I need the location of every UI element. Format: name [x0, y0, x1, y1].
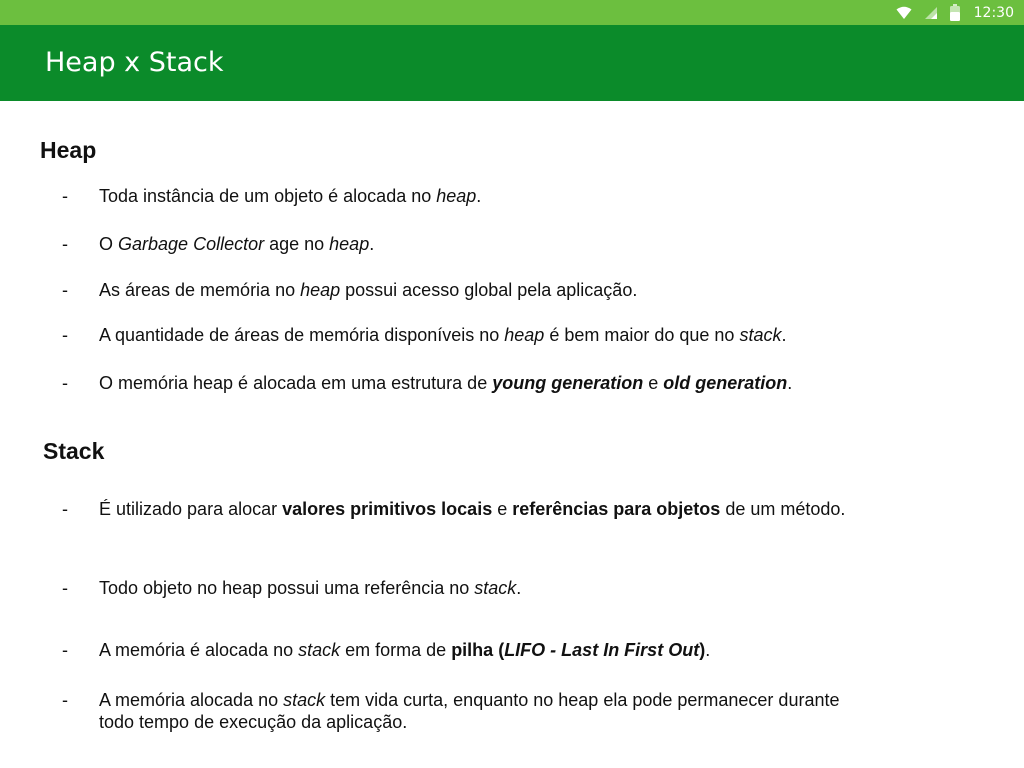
- bullet-dash: -: [62, 578, 68, 598]
- heap-bullet: [62, 233, 882, 255]
- bullet-text: Toda instância de um objeto é alocada no heap.: [99, 186, 482, 206]
- status-time: 12:30: [973, 4, 1014, 21]
- stack-bullet: [62, 577, 882, 599]
- wifi-icon: [896, 6, 912, 20]
- bullet-dash: -: [62, 186, 68, 206]
- stack-bullet: [62, 639, 882, 661]
- heap-bullet: [62, 324, 882, 346]
- app-bar-title: Heap x Stack: [45, 47, 224, 78]
- stack-bullet: [62, 498, 862, 520]
- bullet-dash: -: [62, 325, 68, 345]
- bullet-dash: -: [62, 234, 68, 254]
- app-bar: [0, 25, 1024, 101]
- slide-content: [0, 101, 1024, 768]
- signal-icon: [924, 6, 938, 20]
- bullet-dash: -: [62, 373, 68, 393]
- bullet-dash: -: [62, 280, 68, 300]
- bullet-text: A memória é alocada no stack em forma de pilha (LIFO - Last In First Out).: [99, 640, 711, 660]
- heap-bullet: [62, 372, 882, 394]
- heap-bullet: [62, 185, 882, 207]
- bullet-text: As áreas de memória no heap possui acesso global pela aplicação.: [99, 280, 638, 300]
- bullet-dash: -: [62, 690, 68, 710]
- status-icons: [896, 0, 1014, 25]
- bullet-dash: -: [62, 499, 68, 519]
- stack-heading: Stack: [43, 438, 105, 464]
- bullet-text: A memória alocada no stack tem vida curta, enquanto no heap ela pode permanecer durante todo tempo de execução da aplicação.: [99, 690, 840, 732]
- stack-bullet: [62, 689, 862, 733]
- bullet-text: O Garbage Collector age no heap.: [99, 234, 375, 254]
- bullet-text: A quantidade de áreas de memória disponíveis no heap é bem maior do que no stack.: [99, 325, 787, 345]
- battery-icon: [950, 4, 960, 21]
- status-bar: [0, 0, 1024, 25]
- bullet-text: É utilizado para alocar valores primitivos locais e referências para objetos de um método.: [99, 499, 846, 519]
- bullet-text: O memória heap é alocada em uma estrutura de young generation e old generation.: [99, 373, 793, 393]
- heap-bullet: [62, 279, 882, 301]
- heap-heading: Heap: [40, 137, 97, 163]
- bullet-dash: -: [62, 640, 68, 660]
- bullet-text: Todo objeto no heap possui uma referência no stack.: [99, 578, 522, 598]
